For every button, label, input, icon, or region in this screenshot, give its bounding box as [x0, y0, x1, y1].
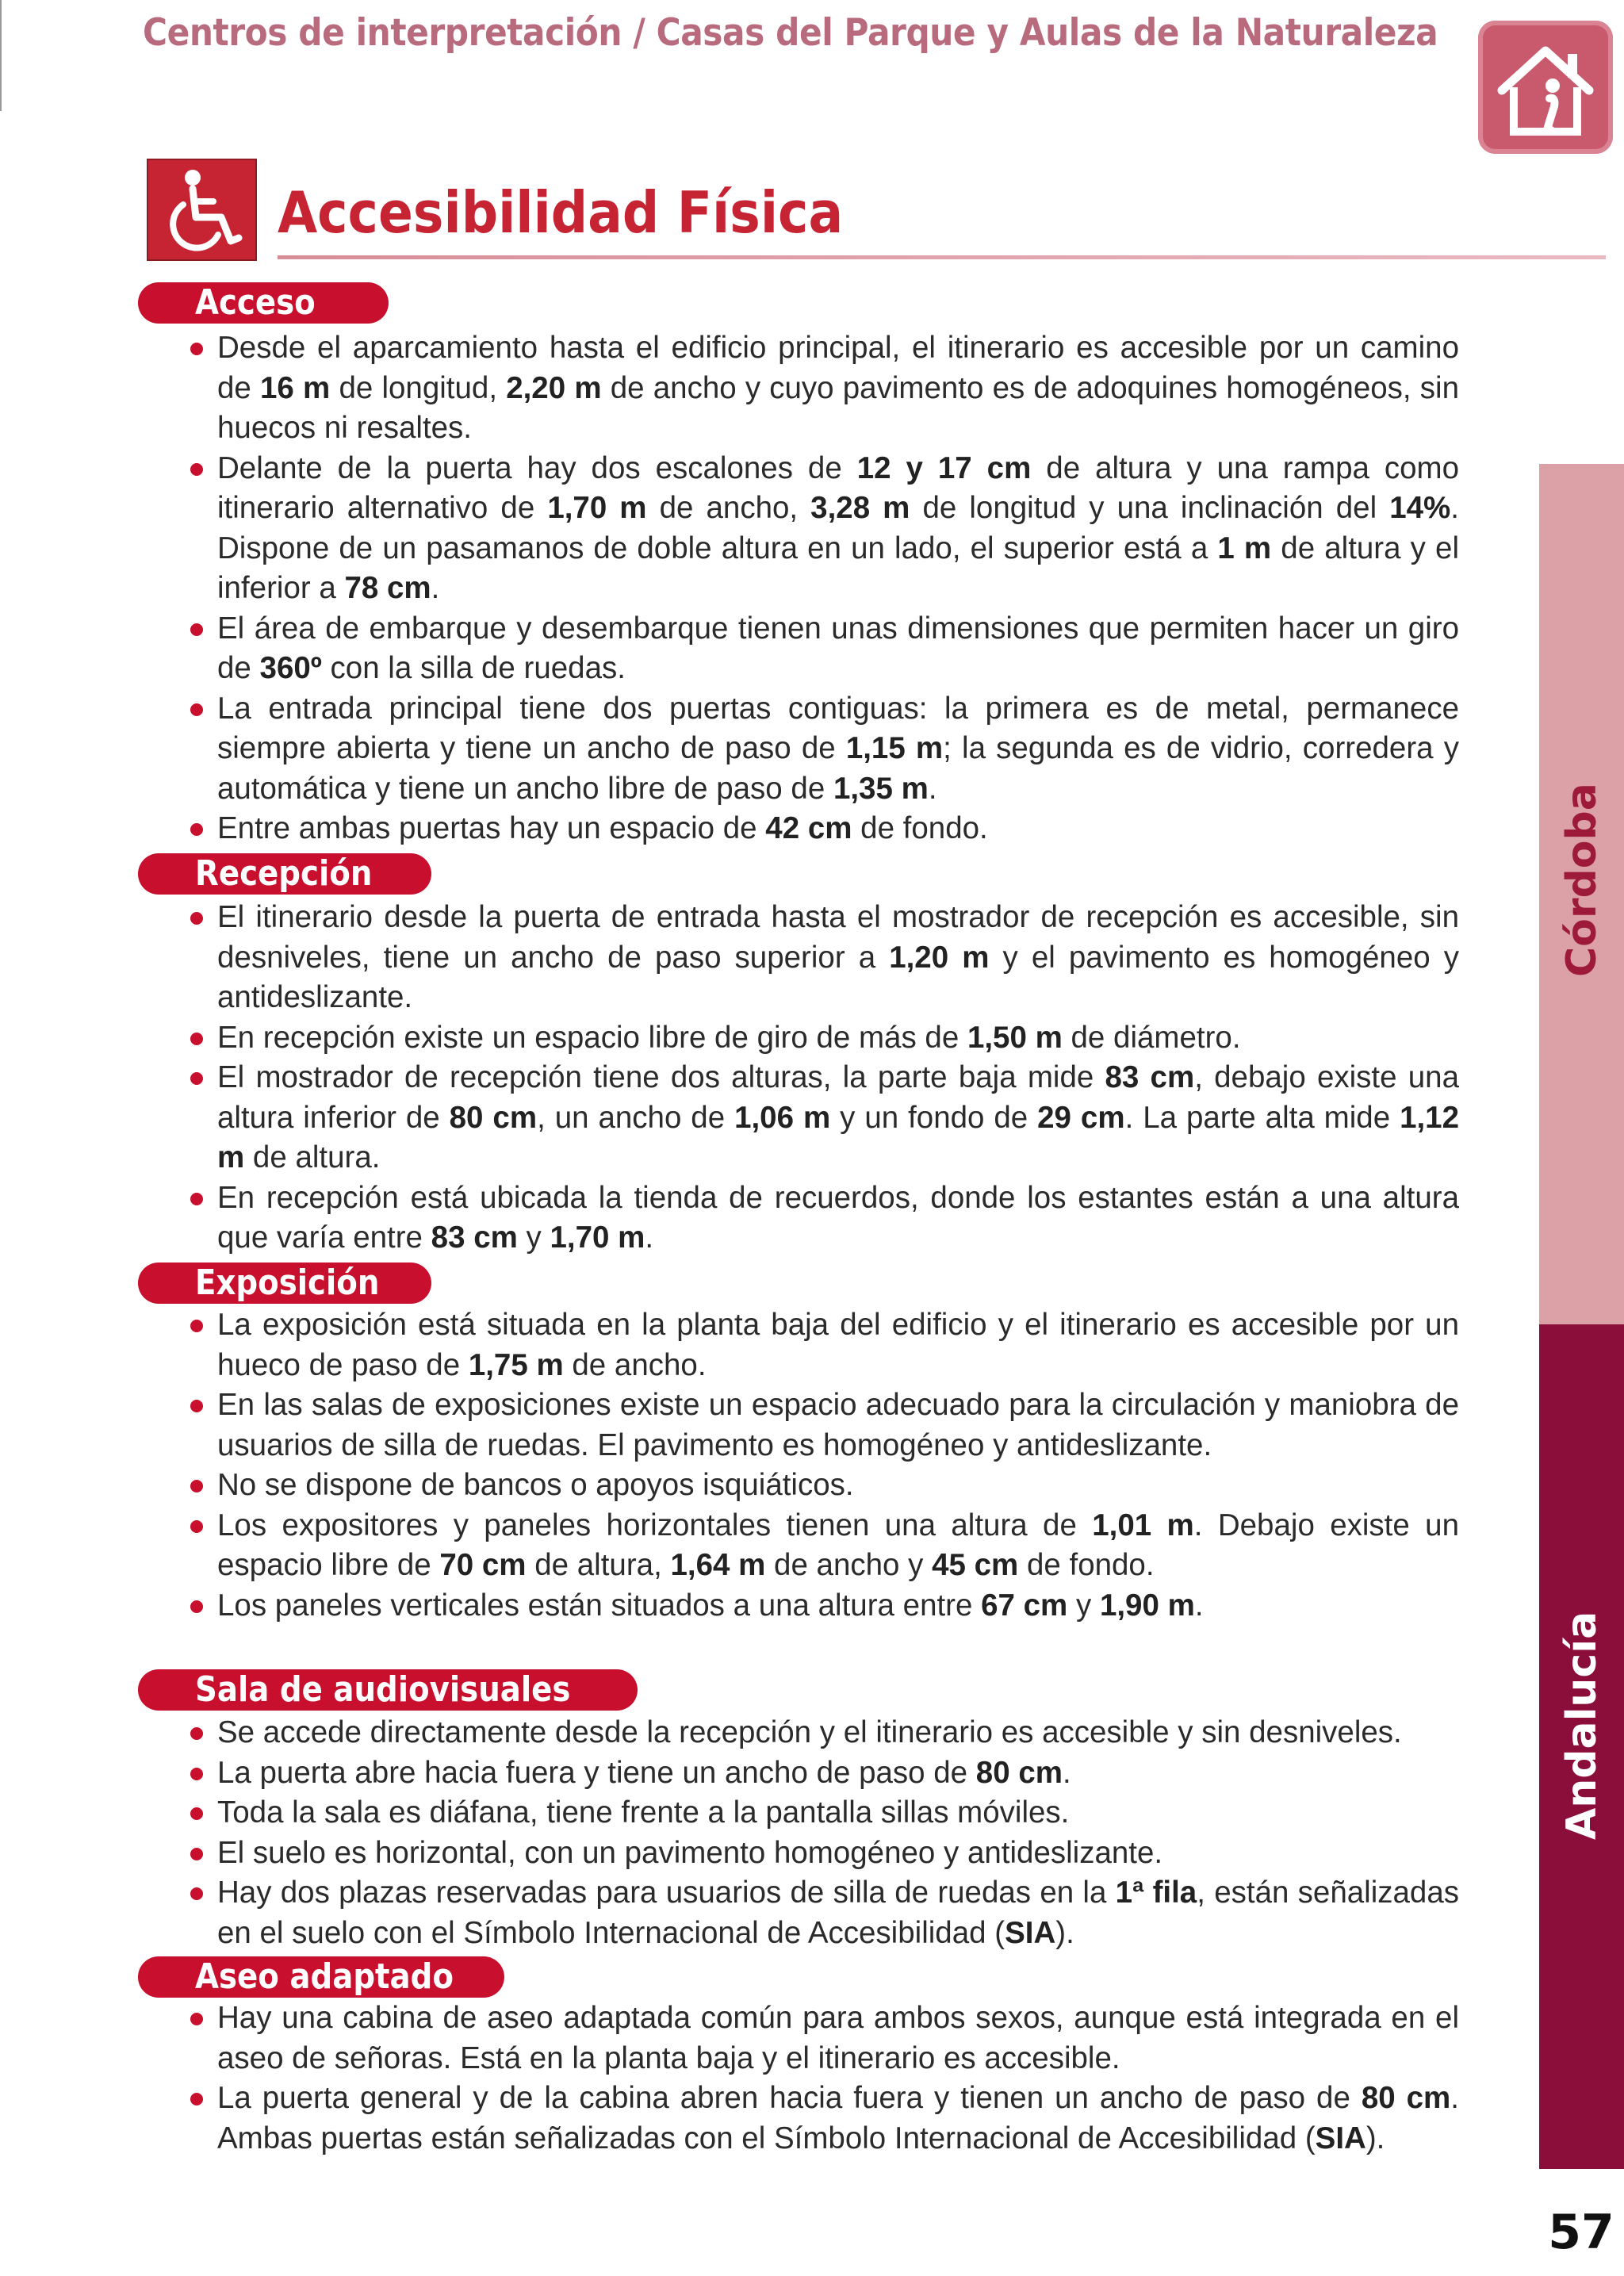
section-title: Exposición — [195, 1263, 380, 1303]
list-item: El itinerario desde la puerta de entrada hasta el mostrador de recepción es accesible, sin desniveles, tiene un ancho de paso superior a 1,20 m y el pavimento es homogéneo y antideslizante. — [190, 898, 1459, 1018]
list-item: El área de embarque y desembarque tienen unas dimensiones que permiten hacer un giro de 360º con la silla de ruedas. — [190, 609, 1459, 689]
page-number: 57 — [1548, 2205, 1614, 2260]
section-header-aseo-adaptado — [138, 1956, 504, 1998]
section-list-sala-audiovisuales — [190, 1713, 1459, 1953]
province-label: Córdoba — [1558, 783, 1606, 977]
list-item: La exposición está situada en la planta baja del edificio y el itinerario es accesible por un hueco de paso de 1,75 m de ancho. — [190, 1305, 1459, 1385]
list-item: La entrada principal tiene dos puertas contiguas: la primera es de metal, permanece siempre abierta y tiene un ancho de paso de 1,15 m; la segunda es de vidrio, corredera y automática y tiene un ancho libre de paso de 1,35 m. — [190, 689, 1459, 810]
list-item: No se dispone de bancos o apoyos isquiáticos. — [190, 1466, 1459, 1506]
house-info-icon — [1478, 21, 1613, 154]
list-item: Toda la sala es diáfana, tiene frente a la pantalla sillas móviles. — [190, 1793, 1459, 1833]
list-item: El suelo es horizontal, con un pavimento homogéneo y antideslizante. — [190, 1833, 1459, 1874]
section-header-sala-audiovisuales — [138, 1669, 638, 1711]
list-item: Desde el aparcamiento hasta el edificio principal, el itinerario es accesible por un camino de 16 m de longitud, 2,20 m de ancho y cuyo pavimento es de adoquines homogéneos, sin huecos ni resaltes. — [190, 328, 1459, 449]
wheelchair-icon — [147, 159, 257, 261]
section-title: Recepción — [195, 853, 373, 894]
list-item: Hay dos plazas reservadas para usuarios de silla de ruedas en la 1ª fila, están señalizadas en el suelo con el Símbolo Internacional de Accesibilidad (SIA). — [190, 1873, 1459, 1953]
page-header-title: Centros de interpretación / Casas del Parque y Aulas de la Naturaleza — [143, 11, 1438, 55]
section-title: Acceso — [195, 282, 316, 323]
list-item: La puerta abre hacia fuera y tiene un ancho de paso de 80 cm. — [190, 1753, 1459, 1794]
title-underline — [278, 255, 1606, 259]
list-item: Delante de la puerta hay dos escalones de 12 y 17 cm de altura y una rampa como itinerario alternativo de 1,70 m de ancho, 3,28 m de longitud y una inclinación del 14%. Dispone de un pasamanos de doble altura en un lado, el superior está a 1 m de altura y el inferior a 78 cm. — [190, 449, 1459, 609]
list-item: Los expositores y paneles horizontales tienen una altura de 1,01 m. Debajo existe un espacio libre de 70 cm de altura, 1,64 m de ancho y 45 cm de fondo. — [190, 1506, 1459, 1586]
list-item: En recepción está ubicada la tienda de recuerdos, donde los estantes están a una altura que varía entre 83 cm y 1,70 m. — [190, 1178, 1459, 1259]
list-item: El mostrador de recepción tiene dos alturas, la parte baja mide 83 cm, debajo existe una altura inferior de 80 cm, un ancho de 1,06 m y un fondo de 29 cm. La parte alta mide 1,12 m de altura. — [190, 1058, 1459, 1178]
section-list-aseo-adaptado — [190, 1998, 1459, 2159]
section-header-exposicion — [138, 1263, 431, 1304]
section-list-recepcion — [190, 898, 1459, 1259]
list-item: En las salas de exposiciones existe un espacio adecuado para la circulación y maniobra de usuarios de silla de ruedas. El pavimento es homogéneo y antideslizante. — [190, 1385, 1459, 1466]
list-item: Se accede directamente desde la recepción y el itinerario es accesible y sin desniveles. — [190, 1713, 1459, 1753]
section-title: Aseo adaptado — [195, 1956, 454, 1997]
crop-mark — [0, 0, 2, 111]
section-list-exposicion — [190, 1305, 1459, 1626]
list-item: Los paneles verticales están situados a una altura entre 67 cm y 1,90 m. — [190, 1586, 1459, 1627]
section-title: Sala de audiovisuales — [195, 1669, 571, 1710]
list-item: Hay una cabina de aseo adaptada común para ambos sexos, aunque está integrada en el aseo de señoras. Está en la planta baja y el itinerario es accesible. — [190, 1998, 1459, 2079]
list-item: La puerta general y de la cabina abren hacia fuera y tienen un ancho de paso de 80 cm. Ambas puertas están señalizadas con el Símbolo Internacional de Accesibilidad (SIA). — [190, 2079, 1459, 2159]
title-row — [147, 159, 1463, 270]
list-item: En recepción existe un espacio libre de giro de más de 1,50 m de diámetro. — [190, 1018, 1459, 1059]
section-list-acceso — [190, 328, 1459, 849]
page-title: Accesibilidad Física — [278, 179, 844, 246]
region-label: Andalucía — [1558, 1611, 1606, 1840]
section-header-recepcion — [138, 853, 431, 895]
list-item: Entre ambas puertas hay un espacio de 42 cm de fondo. — [190, 809, 1459, 849]
section-header-acceso — [138, 282, 389, 324]
